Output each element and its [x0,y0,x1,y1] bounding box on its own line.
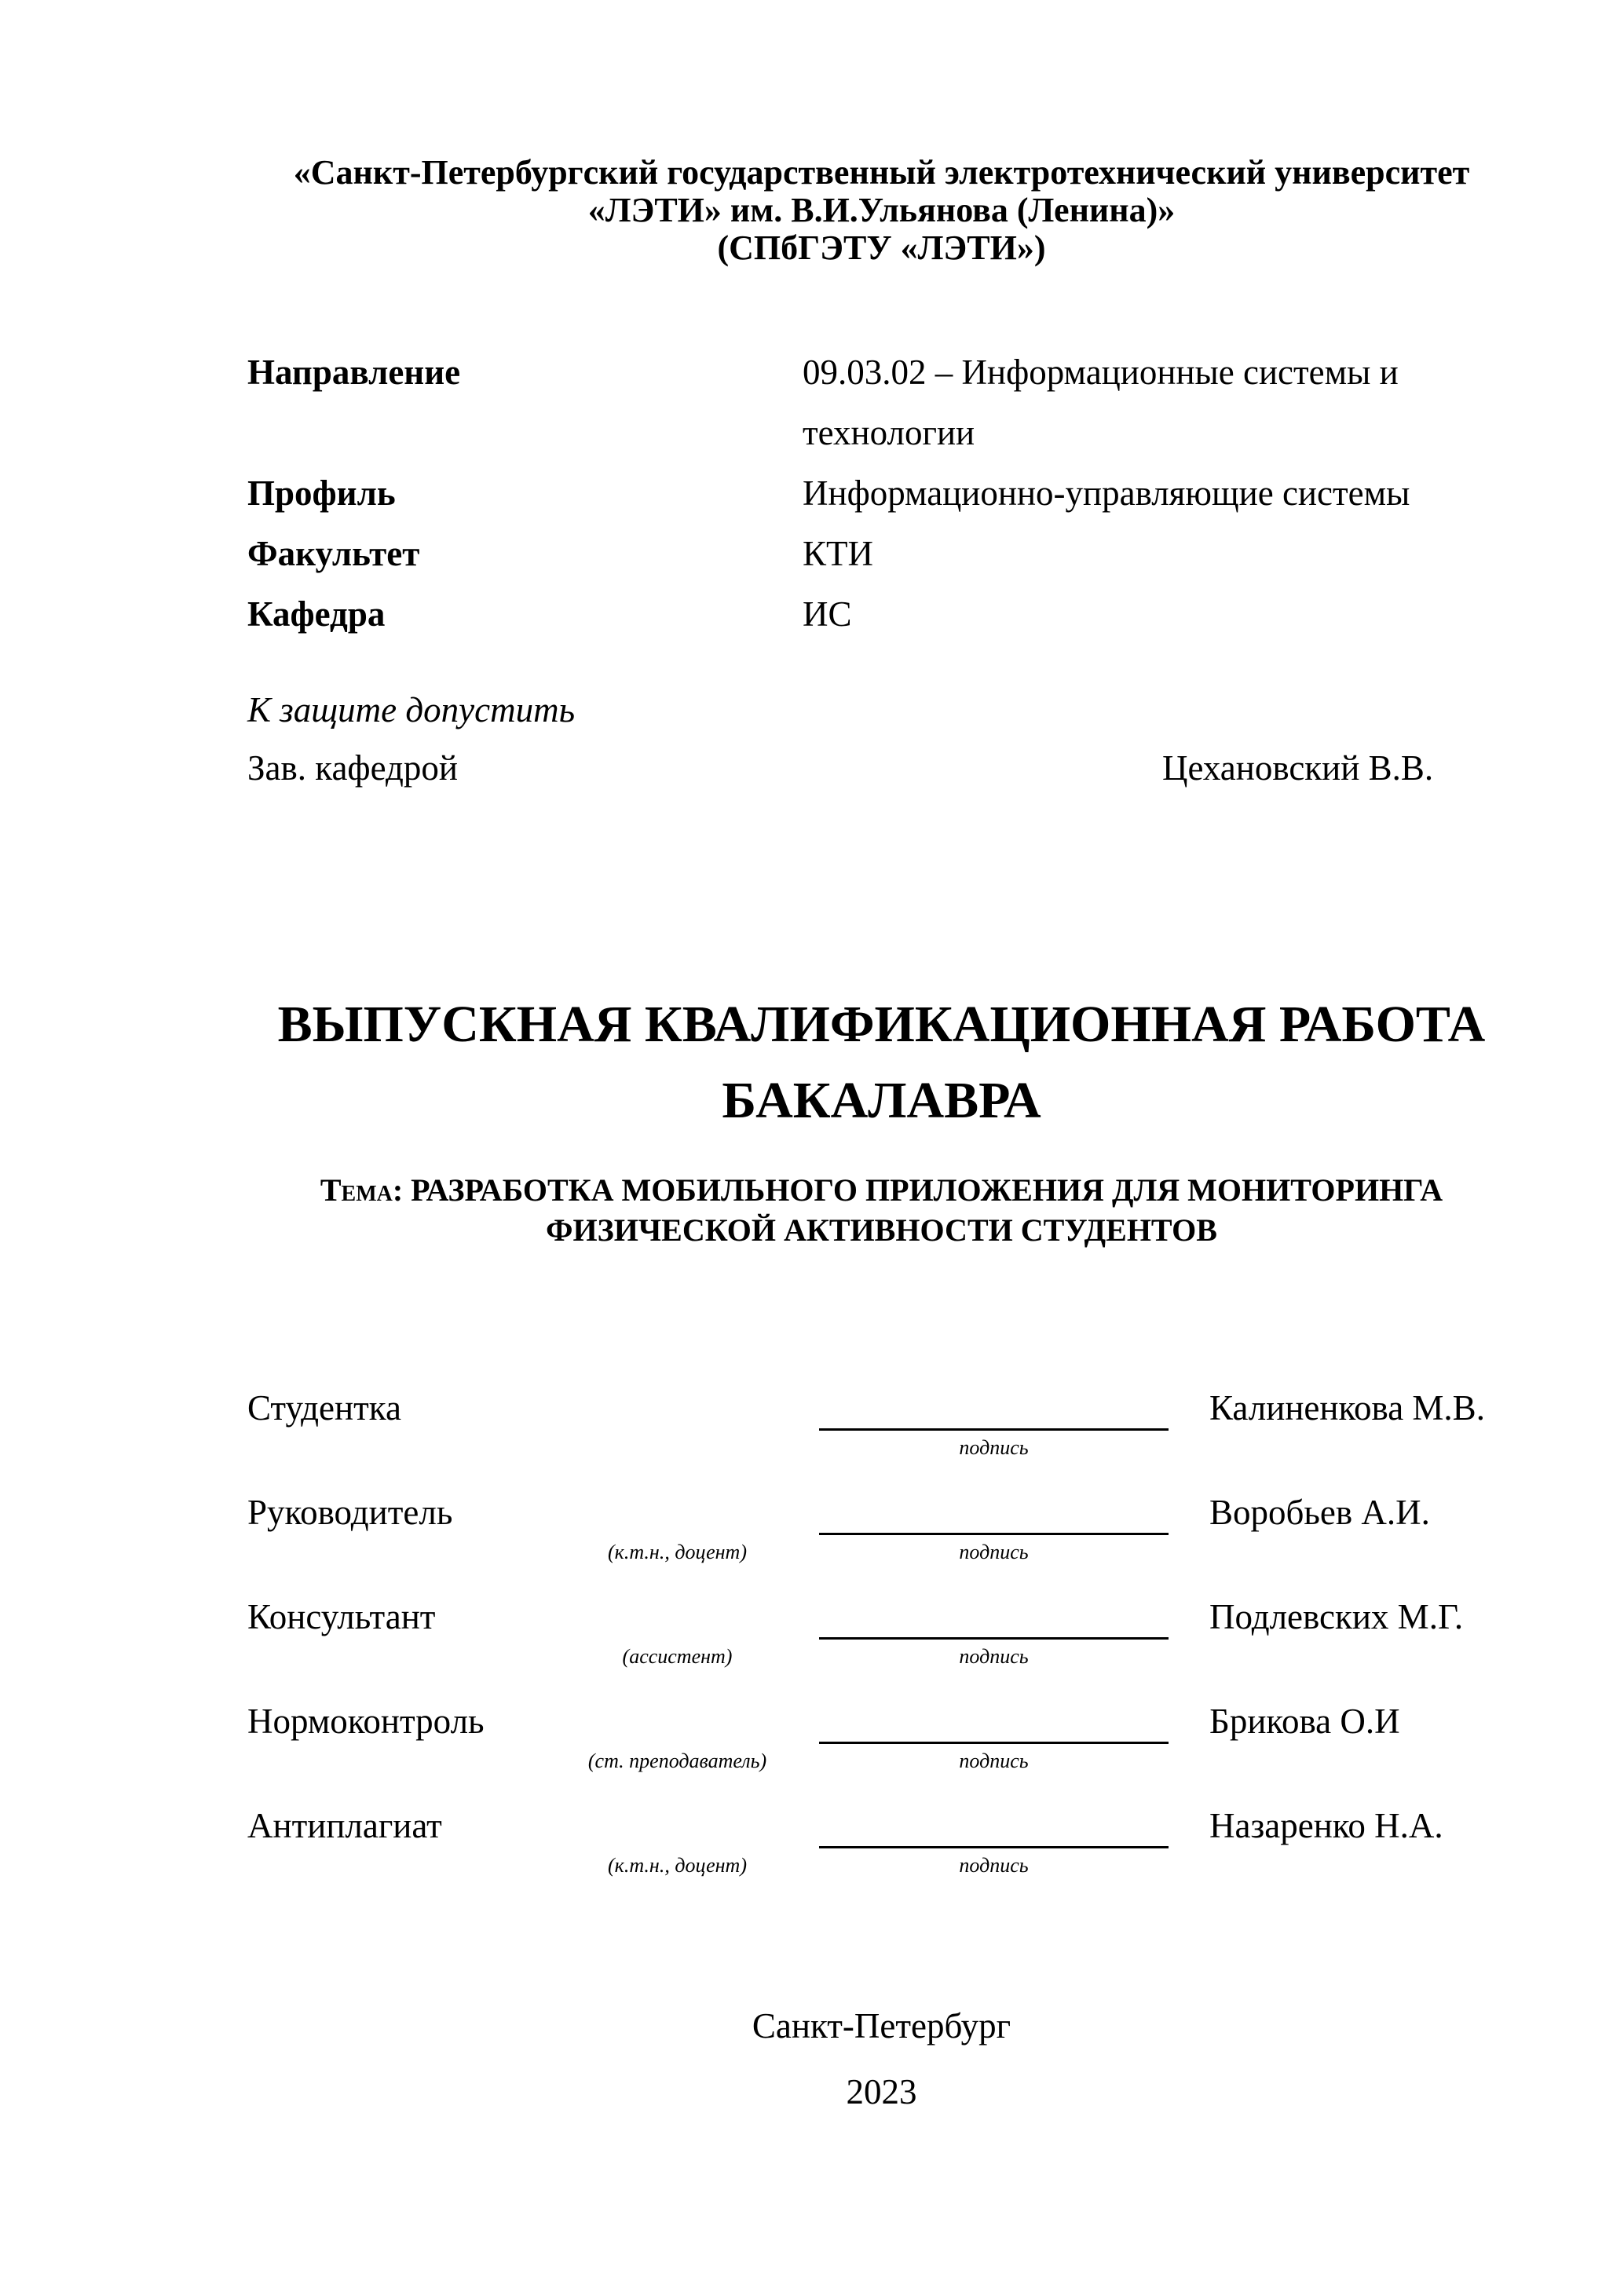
profile-value: Информационно-управляющие системы [803,473,1410,513]
info-row-direction [247,342,1516,463]
theme-line1 [247,1170,1516,1210]
signature-line [819,1701,1169,1744]
footer-city: Санкт-Петербург [752,2006,1011,2046]
work-title-line1: ВЫПУСКНАЯ КВАЛИФИКАЦИОННАЯ РАБОТА [277,996,1486,1053]
department-value: ИС [803,594,852,634]
signature-row-antiplagiarism [247,1805,1516,1903]
theme-prefix: Тема: [320,1172,404,1208]
signature-row-consultant [247,1596,1516,1695]
department-head-name: Цехановский В.В. [1162,748,1434,788]
department-head-row [247,748,1516,795]
profile-label: Профиль [247,473,396,513]
signature-row-student [247,1387,1516,1486]
signature-caption: подпись [959,1645,1029,1668]
person-name: Брикова О.И [1209,1702,1400,1741]
university-name-line1: «Санкт-Петербургский государственный электротехнический университет [293,153,1470,192]
qualification-label: (ассистент) [622,1645,733,1668]
signature-line [819,1387,1169,1431]
direction-value: 09.03.02 – Информационные системы и технологии [803,353,1399,452]
signature-row-supervisor [247,1492,1516,1590]
work-title [247,986,1516,1139]
work-title-line2: БАКАЛАВРА [722,1072,1041,1129]
admission-note: К защите допустить [247,690,576,729]
footer [247,1993,1516,2125]
theme-line2: ФИЗИЧЕСКОЙ АКТИВНОСТИ СТУДЕНТОВ [546,1212,1217,1248]
role-label: Антиплагиат [247,1806,442,1845]
signature-caption: подпись [959,1854,1029,1877]
info-row-faculty [247,524,1516,584]
signature-line [819,1596,1169,1640]
university-name-line2: «ЛЭТИ» им. В.И.Ульянова (Ленина)» [587,191,1176,229]
info-row-profile [247,463,1516,524]
university-abbreviation: (СПбГЭТУ «ЛЭТИ») [717,229,1046,267]
qualification-label: (ст. преподаватель) [587,1749,767,1772]
role-label: Нормоконтроль [247,1702,485,1741]
theme-line1-text: РАЗРАБОТКА МОБИЛЬНОГО ПРИЛОЖЕНИЯ ДЛЯ МОНИТОРИНГА [403,1172,1443,1208]
qualification-label: (к.т.н., доцент) [608,1854,747,1877]
person-name: Калиненкова М.В. [1209,1388,1485,1428]
footer-year: 2023 [846,2072,917,2111]
signature-line [819,1805,1169,1848]
department-head-label: Зав. кафедрой [247,748,458,788]
university-header [247,154,1516,267]
role-label: Консультант [247,1597,436,1636]
role-label: Руководитель [247,1493,453,1532]
person-name: Назаренко Н.А. [1209,1806,1443,1845]
role-label: Студентка [247,1388,401,1428]
qualification-label: (к.т.н., доцент) [608,1541,747,1563]
program-info-table [247,342,1516,645]
department-label: Кафедра [247,594,386,634]
direction-label: Направление [247,353,461,392]
signature-caption: подпись [959,1749,1029,1772]
signature-line [819,1492,1169,1535]
signature-caption: подпись [959,1541,1029,1563]
signature-row-normcontrol [247,1701,1516,1799]
faculty-label: Факультет [247,534,420,573]
info-row-department [247,584,1516,645]
faculty-value: КТИ [803,534,873,573]
signature-caption: подпись [959,1436,1029,1459]
person-name: Воробьев А.И. [1209,1493,1430,1532]
theme-block [247,1170,1516,1250]
person-name: Подлевских М.Г. [1209,1597,1464,1636]
